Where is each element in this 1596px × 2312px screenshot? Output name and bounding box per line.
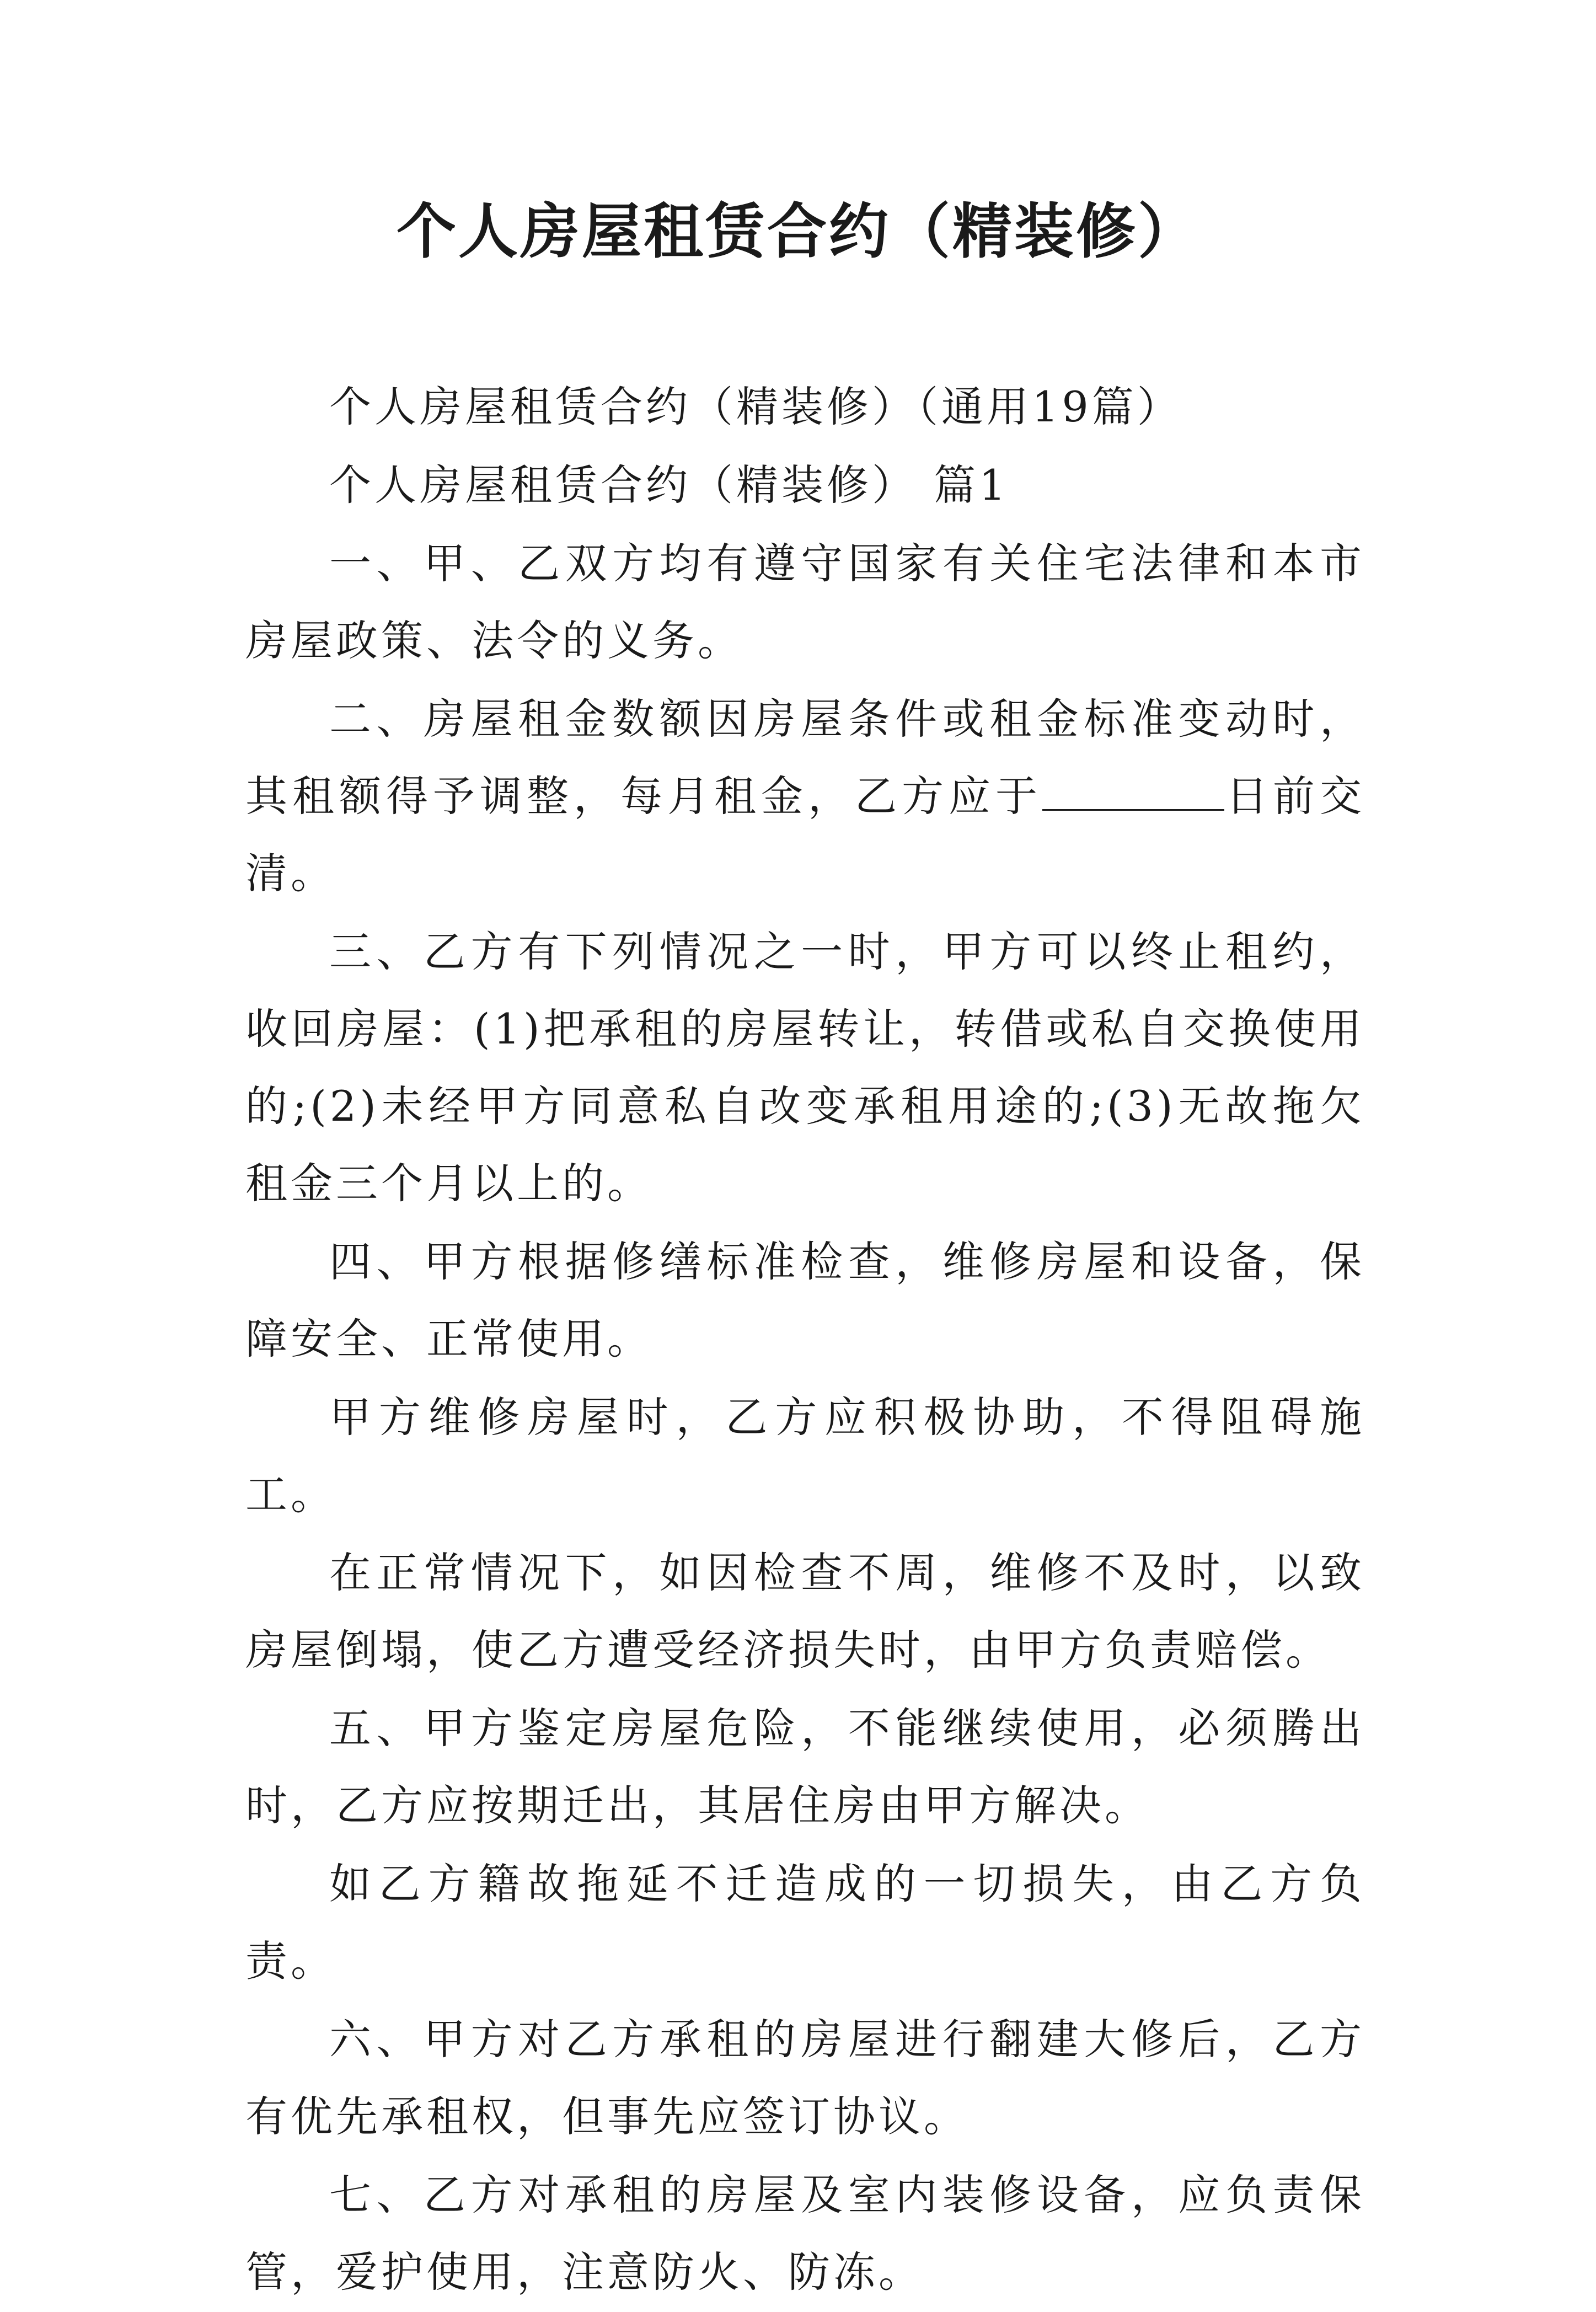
section-heading: 个人房屋租赁合约（精装修） 篇1 — [329, 461, 1009, 510]
blank-line — [1042, 776, 1224, 811]
clause-4-detail-2: 在正常情况下，如因检查不周，维修不及时，以致房屋倒塌，使乙方遭受经济损失时，由甲方负责赔偿。 — [245, 1548, 1365, 1674]
clause-6: 六、甲方对乙方承租的房屋进行翻建大修后，乙方有优先承租权，但事先应签订协议。 — [245, 2015, 1365, 2141]
clause-1: 一、甲、乙双方均有遵守国家有关住宅法律和本市房屋政策、法令的义务。 — [245, 539, 1365, 665]
clause-3: 三、乙方有下列情况之一时，甲方可以终止租约，收回房屋：(1)把承租的房屋转让，转借或私自交换使用的;(2)未经甲方同意私自改变承租用途的;(3)无故拖欠租金三个月以上的。 — [245, 927, 1365, 1208]
subtitle-paragraph: 个人房屋租赁合约（精装修）（通用19篇） — [329, 382, 1182, 431]
document-title: 个人房屋租赁合约（精装修） — [396, 197, 1199, 266]
clause-2-text-after: 日前交清。 — [245, 772, 1365, 898]
clause-4: 四、甲方根据修缮标准检查，维修房屋和设备，保障安全、正常使用。 — [245, 1237, 1365, 1363]
clause-5: 五、甲方鉴定房屋危险，不能继续使用，必须腾出时，乙方应按期迁出，其居住房由甲方解决。 — [245, 1704, 1365, 1830]
clause-2 — [245, 681, 1365, 912]
clause-2-text-before: 二、房屋租金数额因房屋条件或租金标准变动时，其租额得予调整，每月租金，乙方应于 — [245, 694, 1365, 821]
clause-5-detail: 如乙方籍故拖延不迁造成的一切损失，由乙方负责。 — [245, 1859, 1365, 1985]
clause-7: 七、乙方对承租的房屋及室内装修设备，应负责保管，爱护使用，注意防火、防冻。 — [245, 2170, 1365, 2297]
document-body — [245, 368, 1365, 2312]
clause-4-detail-1: 甲方维修房屋时，乙方应积极协助，不得阻碍施工。 — [245, 1393, 1365, 1519]
